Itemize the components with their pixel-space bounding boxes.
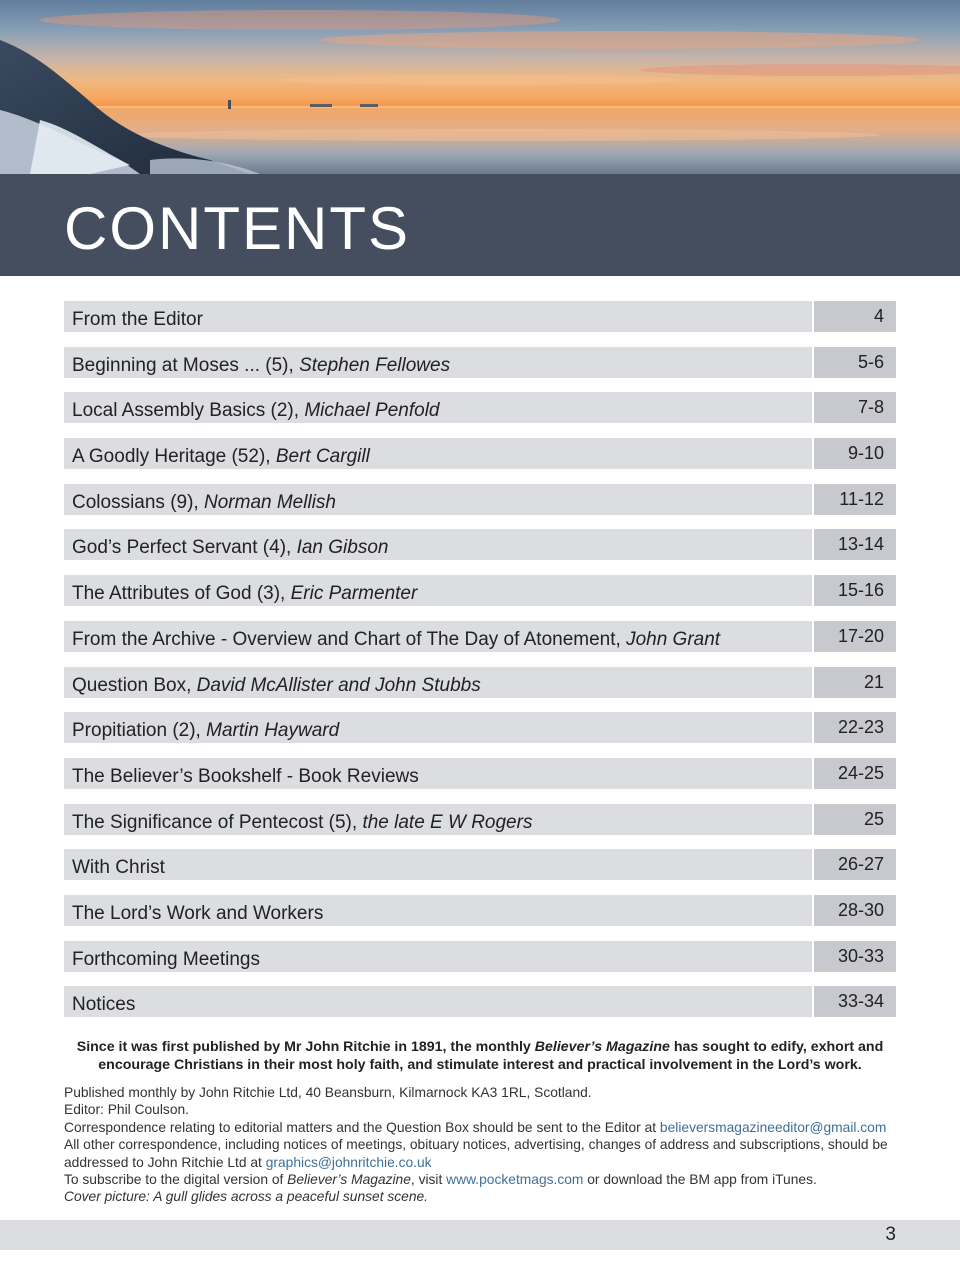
cover-caption [64,1188,904,1205]
toc-article-title: The Believer’s Bookshelf - Book Reviews [72,765,419,787]
subscribe-line [64,1171,904,1188]
toc-article-title: Colossians (9), [72,491,204,513]
toc-entry-title [64,621,812,652]
toc-entry-title [64,804,812,835]
footer-bar [0,1220,960,1250]
toc-row[interactable] [64,712,896,743]
toc-author: Eric Parmenter [290,583,418,605]
graphics-email-link[interactable]: graphics@johnritchie.co.uk [265,1154,432,1170]
subscribe-text-1: To subscribe to the digital version of [64,1172,288,1188]
toc-author: Michael Penfold [304,400,440,422]
cover-caption-text: Cover picture: A gull glides across a peaceful sunset scene. [64,1189,429,1205]
toc-page-number: 21 [814,667,896,698]
toc-page-number: 11-12 [814,484,896,515]
statement-magazine-name: Believer’s Magazine [534,1039,670,1055]
toc-author: Norman Mellish [204,491,336,513]
toc-page-number: 15-16 [814,575,896,606]
toc-row[interactable] [64,301,896,332]
toc-article-title: From the Editor [72,309,203,330]
toc-entry-title [64,575,812,606]
toc-page-number: 5-6 [814,347,896,378]
contents-list [64,301,896,1032]
toc-row[interactable] [64,438,896,469]
sunset-scene-image [0,0,960,174]
page-number: 3 [885,1224,896,1245]
toc-article-title: Forthcoming Meetings [72,948,260,970]
toc-article-title: Question Box, [72,674,197,696]
published-line: Published monthly by John Ritchie Ltd, 40 Beansburn, Kilmarnock KA3 1RL, Scotland. [64,1085,592,1100]
toc-article-title: With Christ [72,857,165,879]
toc-author: Bert Cargill [275,446,370,468]
publisher-info [64,1084,904,1206]
toc-author: Martin Hayward [206,720,340,742]
toc-row[interactable] [64,529,896,560]
toc-article-title: The Attributes of God (3), [72,583,291,605]
toc-row[interactable] [64,392,896,423]
toc-entry-title [64,484,812,515]
toc-article-title: A Goodly Heritage (52), [72,446,276,468]
toc-row[interactable] [64,849,896,880]
correspondence-text: Correspondence relating to editorial matters and the Question Box should be sent to the Editor at [64,1119,660,1135]
toc-article-title: The Lord’s Work and Workers [72,902,324,924]
toc-page-number: 30-33 [814,941,896,972]
toc-entry-title [64,849,812,880]
toc-row[interactable] [64,941,896,972]
page-title: CONTENTS [64,195,410,262]
toc-row[interactable] [64,758,896,789]
toc-article-title: Local Assembly Basics (2), [72,400,305,422]
statement-text-2: has sought to edify, exhort and encourage Christians in their most holy faith, and stimulate interest and practical involvement in the Lord’s work. [98,1039,884,1073]
toc-row[interactable] [64,804,896,835]
toc-page-number: 25 [814,804,896,835]
toc-page-number: 22-23 [814,712,896,743]
correspondence-line [64,1119,904,1136]
toc-article-title: From the Archive - Overview and Chart of The Day of Atonement, [72,628,627,650]
subscribe-text-3: or download the BM app from iTunes. [583,1172,817,1188]
toc-page-number: 4 [814,301,896,332]
toc-row[interactable] [64,895,896,926]
toc-entry-title [64,438,812,469]
toc-page-number: 24-25 [814,758,896,789]
other-correspondence-text: All other correspondence, including notices of meetings, obituary notices, advertising, changes of address and subscriptions, should be addressed to John Ritchie Ltd at [64,1137,888,1170]
toc-page-number: 28-30 [814,895,896,926]
toc-article-title: Beginning at Moses ... (5), [72,354,300,376]
toc-page-number: 13-14 [814,529,896,560]
toc-row[interactable] [64,621,896,652]
toc-row[interactable] [64,484,896,515]
toc-entry-title [64,986,812,1017]
toc-page-number: 33-34 [814,986,896,1017]
toc-entry-title [64,895,812,926]
toc-article-title: Propitiation (2), [72,720,207,742]
other-correspondence-line [64,1136,904,1171]
toc-row[interactable] [64,347,896,378]
magazine-statement [64,1038,896,1074]
toc-article-title: The Significance of Pentecost (5), [72,811,363,833]
toc-article-title: God’s Perfect Servant (4), [72,537,297,559]
toc-row[interactable] [64,667,896,698]
title-banner [0,174,960,276]
toc-entry-title [64,758,812,789]
toc-entry-title [64,347,812,378]
editor-line: Editor: Phil Coulson. [64,1102,190,1118]
statement-text-1: Since it was first published by Mr John Ritchie in 1891, the monthly [76,1039,535,1055]
editor-email-link[interactable]: believersmagazineeditor@gmail.com [659,1119,887,1135]
toc-page-number: 17-20 [814,621,896,652]
toc-row[interactable] [64,575,896,606]
subscribe-text-2: , visit [410,1172,447,1188]
subscribe-magazine-name: Believer’s Magazine [287,1172,411,1188]
toc-author: John Grant [626,628,721,650]
toc-entry-title [64,941,812,972]
toc-page-number: 26-27 [814,849,896,880]
toc-author: the late E W Rogers [362,811,533,833]
toc-author: Ian Gibson [296,537,389,559]
toc-author: Stephen Fellowes [299,354,451,376]
toc-page-number: 7-8 [814,392,896,423]
cover-photo [0,0,960,174]
toc-entry-title [64,529,812,560]
toc-entry-title [64,712,812,743]
toc-entry-title [64,301,812,332]
toc-entry-title [64,667,812,698]
toc-row[interactable] [64,986,896,1017]
pocketmags-link[interactable]: www.pocketmags.com [446,1172,584,1188]
toc-author: David McAllister and John Stubbs [196,674,481,696]
toc-article-title: Notices [72,994,136,1016]
toc-entry-title [64,392,812,423]
toc-page-number: 9-10 [814,438,896,469]
